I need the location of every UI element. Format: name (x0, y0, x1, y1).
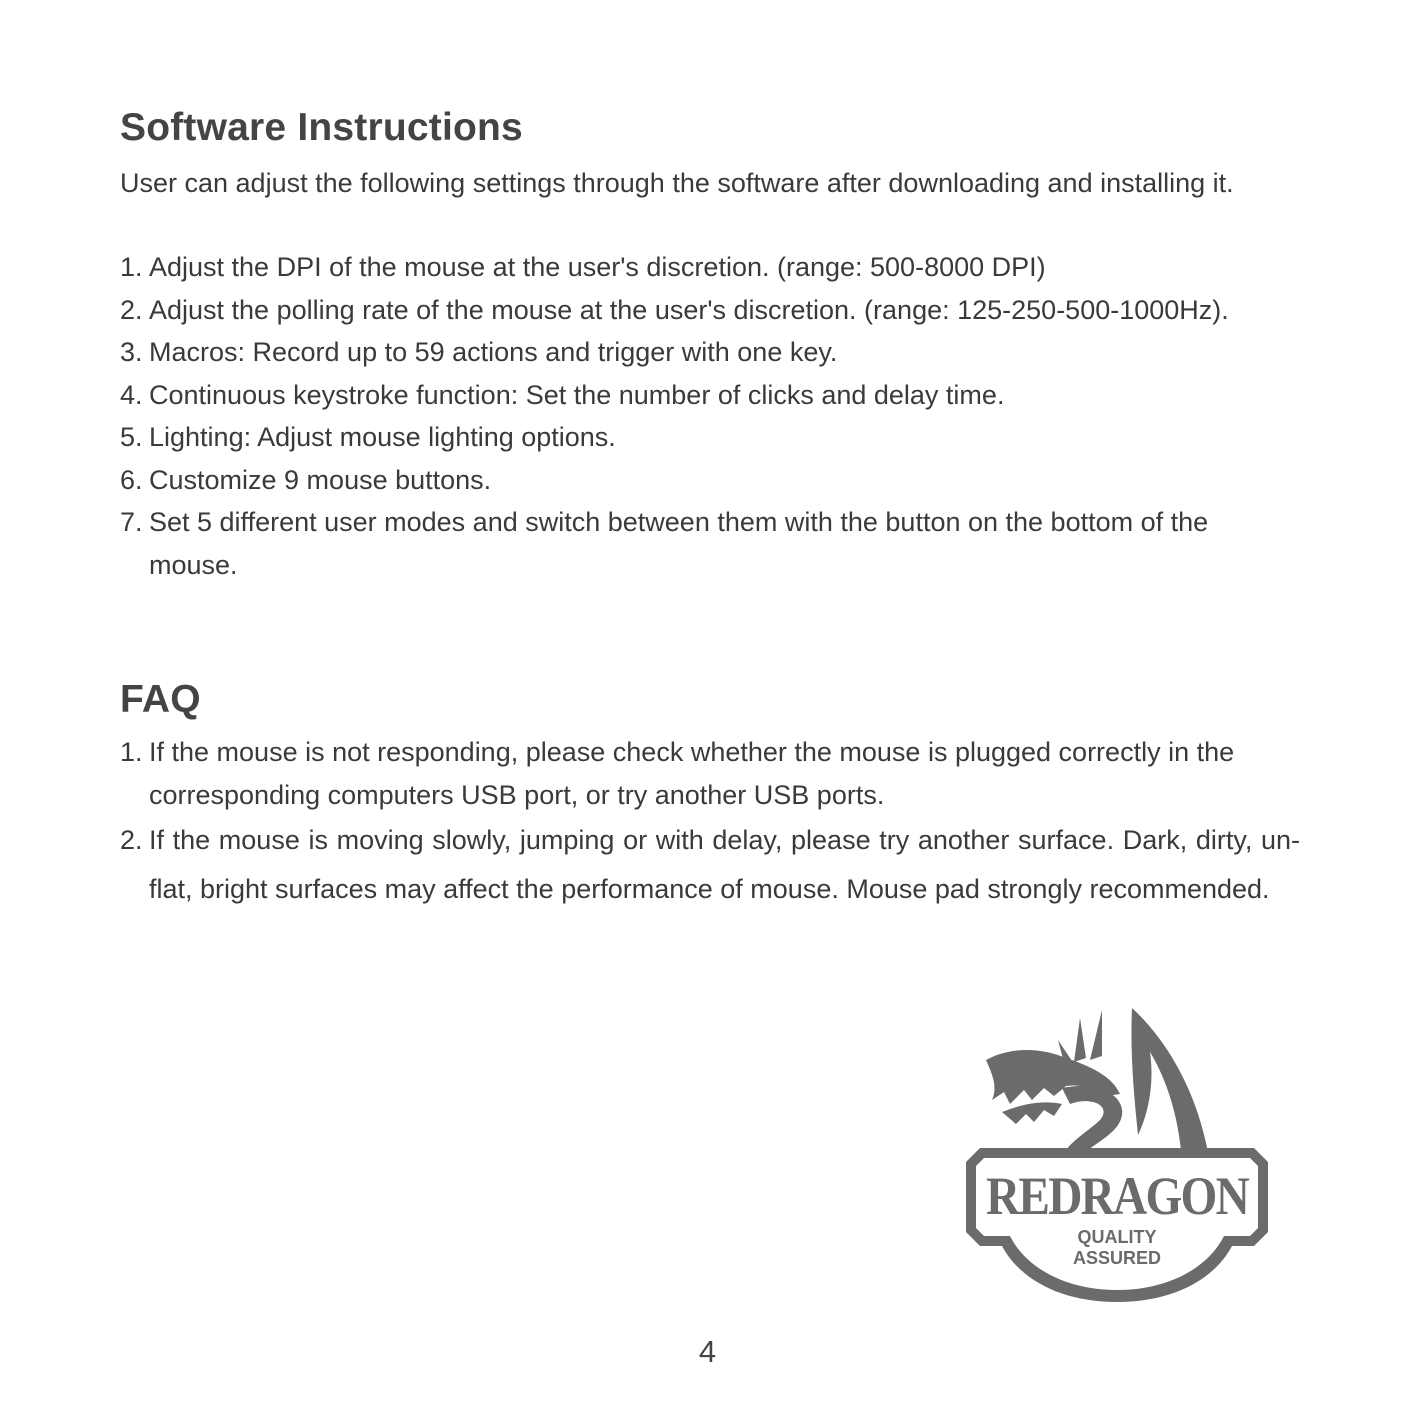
list-item (120, 459, 1300, 502)
quality-text: QUALITY (1077, 1227, 1157, 1247)
list-item (120, 289, 1300, 332)
faq-heading: FAQ (120, 678, 201, 721)
item-number: 3. (120, 337, 143, 367)
brand-wordmark: REDRAGON (986, 1166, 1250, 1226)
item-text: If the mouse is not responding, please check whether the mouse is plugged correctly in the corresponding computers USB port, or try another USB ports. (149, 737, 1235, 810)
item-number: 2. (120, 294, 143, 325)
software-settings-list (120, 246, 1300, 586)
redragon-logo (962, 1000, 1272, 1305)
list-item (120, 246, 1300, 289)
faq-list (120, 731, 1300, 913)
item-text: Continuous keystroke function: Set the number of clicks and delay time. (149, 379, 1005, 410)
list-item (120, 501, 1300, 586)
list-item (120, 731, 1300, 816)
list-item (120, 374, 1300, 417)
item-text: Macros: Record up to 59 actions and trigger with one key. (149, 337, 838, 367)
item-number: 1. (120, 252, 143, 282)
software-intro: User can adjust the following settings through the software after downloading and installing it. (120, 168, 1234, 198)
item-number: 4. (120, 379, 143, 410)
item-number: 6. (120, 464, 143, 495)
dragon-icon (986, 1008, 1210, 1168)
assured-text: ASSURED (1072, 1248, 1162, 1268)
list-item (120, 816, 1300, 913)
list-item (120, 331, 1300, 374)
list-item (120, 416, 1300, 459)
item-text: If the mouse is moving slowly, jumping or with delay, please try another surface. Dark, dirty, un-flat, bright surfaces may affect the performance of mouse. Mouse pad strongly recommended. (149, 825, 1300, 904)
item-text: Lighting: Adjust mouse lighting options. (149, 422, 616, 452)
item-number: 2. (120, 825, 143, 855)
item-number: 1. (120, 737, 143, 767)
software-instructions-heading: Software Instructions (120, 106, 523, 149)
item-text: Customize 9 mouse buttons. (149, 464, 492, 495)
item-number: 5. (120, 422, 143, 452)
item-text: Adjust the DPI of the mouse at the user's discretion. (range: 500-8000 DPI) (149, 252, 1046, 282)
page-number: 4 (698, 1334, 717, 1369)
item-text: Set 5 different user modes and switch between them with the button on the bottom of the mouse. (149, 507, 1209, 580)
item-text: Adjust the polling rate of the mouse at the user's discretion. (range: 125-250-500-1000Hz). (149, 294, 1229, 325)
item-number: 7. (120, 507, 143, 537)
